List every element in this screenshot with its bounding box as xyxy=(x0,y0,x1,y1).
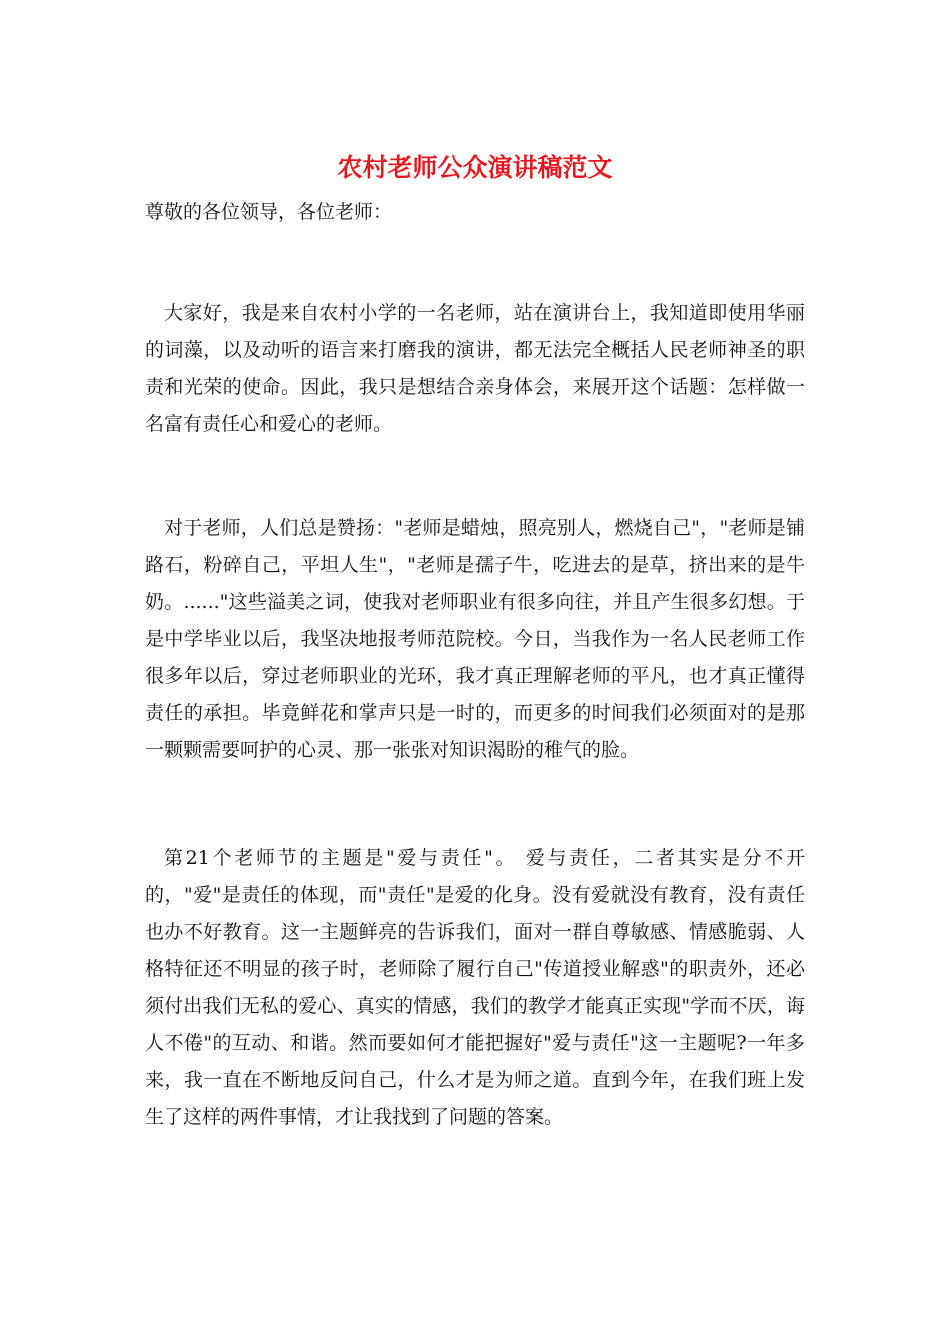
paragraph-3: 第21个老师节的主题是"爱与责任"。 爱与责任，二者其实是分不开的，"爱"是责任的体现，而"责任"是爱的化身。没有爱就没有教育，没有责任也办不好教育。这一主题鲜亮的告诉我们，面对一群自尊敏感、情感脆弱、人格特征还不明显的孩子时，老师除了履行自己"传道授业解惑"的职责外，还必须付出我们无私的爱心、真实的情感，我们的教学才能真正实现"学而不厌，诲人不倦"的互动、和谐。然而要如何才能把握好"爱与责任"这一主题呢?一年多来，我一直在不断地反问自己，什么才是为师之道。直到今年，在我们班上发生了这样的两件事情，才让我找到了问题的答案。 xyxy=(145,847,805,1128)
greeting: 尊敬的各位领导，各位老师： xyxy=(145,201,393,223)
document-title: 农村老师公众演讲稿范文 xyxy=(337,153,613,182)
paragraph-1: 大家好，我是来自农村小学的一名老师，站在演讲台上，我知道即使用华丽的词藻，以及动听的语言来打磨我的演讲，都无法完全概括人民老师神圣的职责和光荣的使命。因此，我只是想结合亲身体会，来展开这个话题：怎样做一名富有责任心和爱心的老师。 xyxy=(145,302,805,435)
paragraph-2: 对于老师，人们总是赞扬："老师是蜡烛，照亮别人，燃烧自己"，"老师是铺路石，粉碎自己，平坦人生"，"老师是孺子牛，吃进去的是草，挤出来的是牛奶。......"这些溢美之词，使我对老师职业有很多向往，并且产生很多幻想。于是中学毕业以后，我坚决地报考师范院校。今日，当我作为一名人民老师工作很多年以后，穿过老师职业的光环，我才真正理解老师的平凡，也才真正懂得责任的承担。毕竟鲜花和掌声只是一时的，而更多的时间我们必须面对的是那一颗颗需要呵护的心灵、那一张张对知识渴盼的稚气的脸。 xyxy=(145,517,805,761)
